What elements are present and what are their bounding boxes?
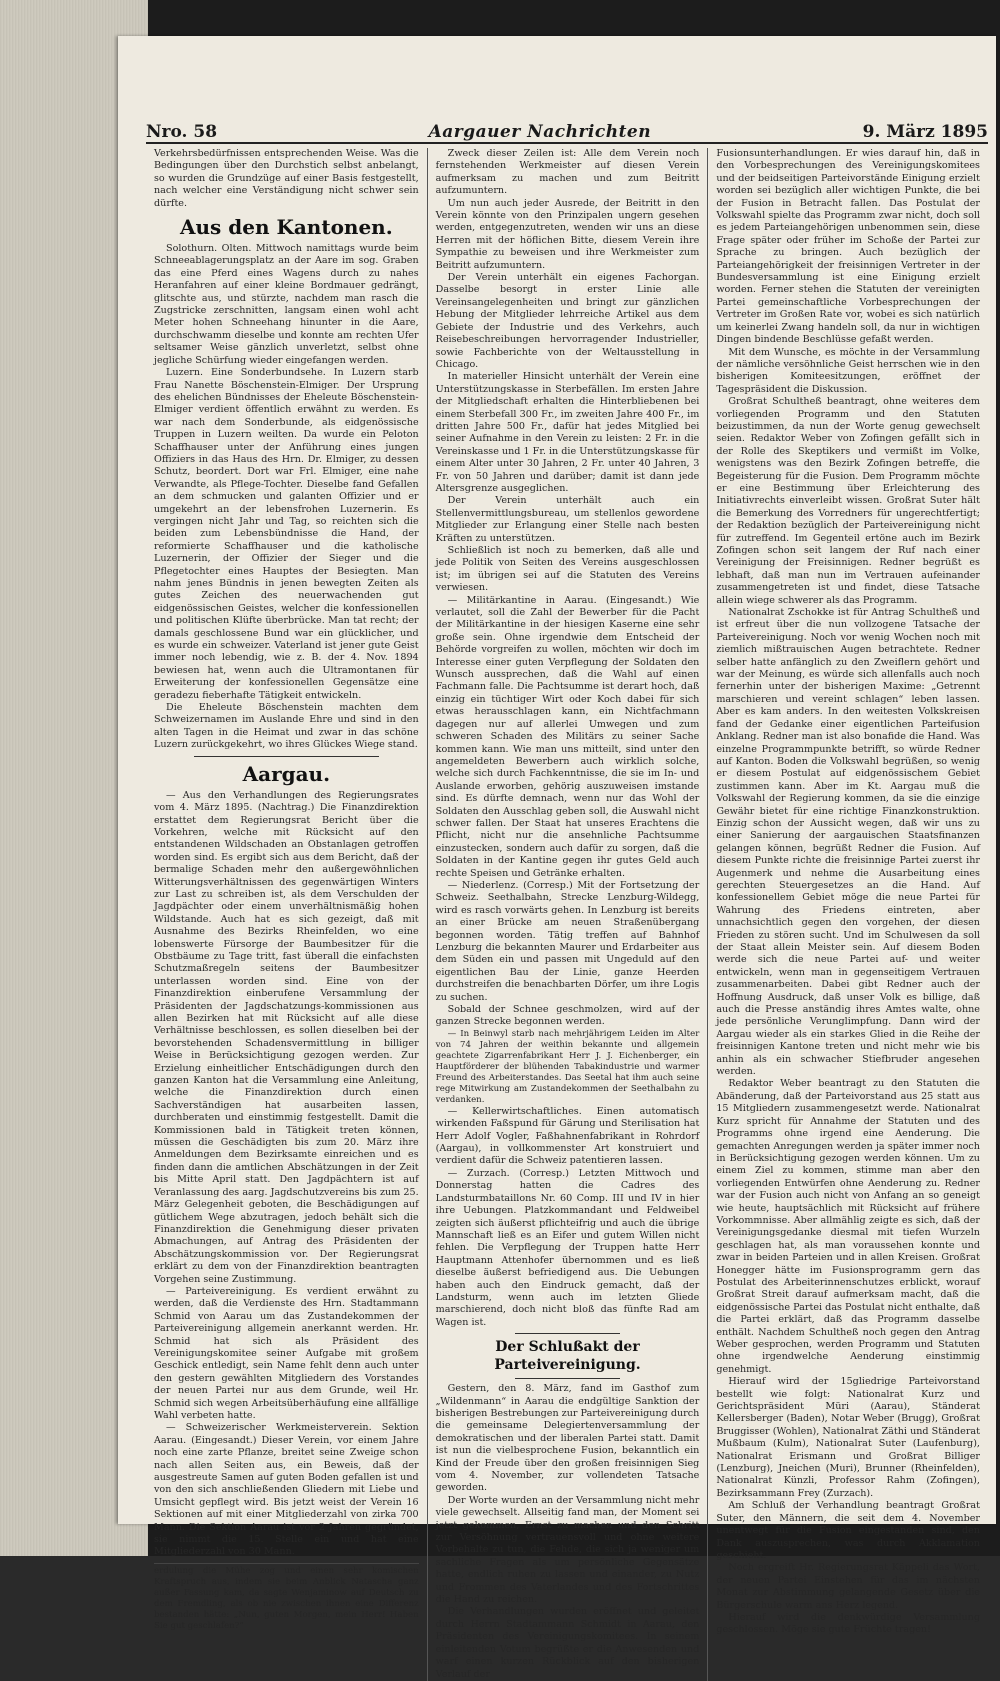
page-header — [146, 114, 988, 144]
paragraph: Luzern. Eine Sonderbundsehe. In Luzern starb Frau Nanette Böschenstein-Elmiger. Der Ursprung des ehelichen Bündnisses der Eheleute Böschenstein-Elmiger verdient öffentlich erwähnt zu werden. Es war nach dem Sonderbunde, als eidgenössische Truppen in Luzern weilten. Da wurde ein Peloton Schaffhauser unter der Anführung eines jungen Offiziers in das Haus des Hrn. Dr. Elmiger, zu dessen Schutz, beordert. Dort war Frl. Elmiger, eine nahe Verwandte, als Pflege-Tochter. Dieselbe fand Gefallen an dem schmucken und galanten Offizier und er umgekehrt an der lebensfrohen Luzernerin. Es vergingen nicht Jahr und Tag, so reichten sich die beiden zum Lebensbündnisse die Hand, der reformierte Schaffhauser und die katholische Luzernerin, der Offizier der Sieger und die Pflegetochter eines Hauptes der Besiegten. Man nahm jenes Bündnis in jenen bewegten Zeiten als gutes Zeichen des neuerwachenden gut eidgenössischen Geistes, welcher die konfessionellen und politischen Klüfte überbrücke. Man tat recht; der damals geschlossene Bund war ein glücklicher, und es wurde ein schweizer. Vaterland ist jener gute Geist immer noch lebendig, wie z. B. der 4. Nov. 1894 bewiesen hat, wenn auch die Ultramontanen für Erweiterung der konfessionellen Gegensätze eine geradezu fieberhafte Tätigkeit entwickeln. — [154, 367, 419, 701]
paragraph: Verkehrsbedürfnissen entsprechenden Weise. Was die Bedingungen über den Durchstich selbst anbelangt, so wurden die Grundzüge auf einer Basis festgestellt, nach welcher eine Verständigung nicht schwer sein dürfte. — [154, 148, 419, 209]
newspaper-page — [118, 36, 996, 1680]
column-3 — [707, 148, 988, 1681]
paragraph: Sobald der Schnee geschmolzen, wird auf der ganzen Strecke begonnen werden. — [435, 1004, 700, 1028]
divider — [515, 1378, 620, 1379]
paragraph: Der Verein unterhält auch ein Stellenvermittlungsbureau, um stellenlos gewordene Mitglieder zur Erlangung einer Stelle nach besten Kräften zu unterstützen. — [435, 495, 700, 544]
paragraph: Mit dem Wunsche, es möchte in der Versammlung der nämliche versöhnliche Geist herrschen wie in den bisherigen Komiteesitzungen, eröffnet der Tagespräsident die Diskussion. — [716, 346, 980, 395]
column-1 — [146, 148, 427, 1681]
newspaper-title: Aargauer Nachrichten — [428, 122, 652, 142]
paragraph: Noch ergreift Hr. Regierungsrat Käppeli das Wort, der neuen Partei Einstehen für das im nächsten Monat zur Abstimmung gelangende Gesetz über die Bürgerschule warm ans Herz legend. — [716, 1562, 980, 1611]
paragraph: Nationalrat Zschokke ist für Antrag Schultheß und ist erfreut über die nun vollzogene Tatsache der Parteivereinigung. Noch vor wenig Wochen noch mit ziemlich mißtrauischen Augen betrachtete. Redner selber hatte anfänglich zu den Zweiflern gehört und war der Meinung, es würde sich allenfalls auch noch fernerhin unter der bisherigen Maxime: „Getrennt marschieren und vereint schlagen“ leben lassen. Aber es kam anders. In den weitesten Volkskreisen fand der Gedanke einer eigentlichen Parteifusion Anklang. Redner man ist also bonafide die Hand. Was einzelne Programmpunkte betrifft, so würde Redner auf Kanton. Boden die Volkswahl begrüßen, so wenig er diesem Postulat auf eidgenössischem Gebiet zustimmen kann. Aber im Kt. Aargau muß die Volkswahl der Regierung kommen, da sie die einzige Gewähr bietet für eine richtige Finanzkonstruktion. Einzig schon der Aussicht wegen, daß wir uns zu einer Sanierung der aargauischen Staatsfinanzen gelangen können, begrüßt Redner die Fusion. Auf diesem Punkte richte die freisinnige Partei zuerst ihr Augenmerk und nehme die Ausarbeitung eines gerechten Steuergesetzes an die Hand. Auf konfessionellem Gebiet möge die neue Partei für Wahrung des Friedens eintreten, aber unnachsichtlich gegen den vorgehen, der diesen Frieden zu stören sucht. Und im Schulwesen da soll der Staat allein Meister sein. Auf diesem Boden werde sich die neue Partei auf- und weiter entwickeln, wenn man in gegenseitigem Vertrauen zusammenarbeiten. Dabei gibt Redner auch der Hoffnung Ausdruck, daß unser Volk es billige, daß auch die Presse anständig ihres Amtes walte, ohne jede persönliche Verunglimpfung. Dann wird der Aargau wieder als ein starkes Glied in die Reihe der freisinnigen Kantone treten und nicht mehr wie bis anhin als ein schwacher Stiefbruder angesehen werden. — [716, 607, 980, 1078]
paragraph: — Zurzach. (Corresp.) Letzten Mittwoch und Donnerstag hatten die Cadres des Landsturmbataillons Nr. 60 Comp. III und IV in hier ihre Uebungen. Platzkommandant und Feldweibel zeigten sich äußerst pflichteifrig und auch die übrige Mannschaft ließ es an Eifer und gutem Willen nicht fehlen. Die Verpflegung der Truppen hatte Herr Hauptmann Attenhofer übernommen und es ließ dieselbe äußerst befriedigend aus. Die Uebungen haben auch den Eindruck gemacht, daß der Landsturm, wenn auch im letzten Gliede marschierend, doch nicht bloß das fünfte Rad am Wagen ist. — [435, 1167, 700, 1328]
paragraph: Großrat Schultheß beantragt, ohne weiteres dem vorliegenden Programm und den Statuten beizustimmen, da nun der Worte genug gewechselt seien. Redaktor Weber von Zofingen gefällt sich in der Rolle des Skeptikers und vermißt im Volke, wenigstens was den Bezirk Zofingen betreffe, die Begeisterung für die Fusion. Dem Programm möchte er eine Bestimmung über Erleichterung des Initiativrechts einverleibt wissen. Großrat Suter hält die Bemerkung des Vorredners für ungerechtfertigt; der Redaktion bezüglich der Parteivereinigung nicht für zutreffend. Im Gegenteil ertöne auch im Bezirk Zofingen schon seit langem der Ruf nach einer Vereinigung der Freisinnigen. Redner begrüßt es lebhaft, daß man nun im Vertrauen aufeinander zusammengetreten ist und findet, diese Tatsache allein wiege schwerer als das Programm. — [716, 396, 980, 606]
paragraph: Die Verhandlungen wurden eröffnet und geleitet durch Herrn Stadtammann Schmidt in Aarau, den Präsidenten des Vereinigungskomitees. In seinem einleitenden Votum begrüßte er die Anwesenden und warf einen kurzen Rückblick auf den bisherigen Verlauf der — [435, 1606, 700, 1680]
columns — [146, 148, 988, 1680]
section-heading-schlussakt: Der Schlußakt der Parteivereinigung. — [494, 1339, 641, 1374]
paragraph: In materieller Hinsicht unterhält der Verein eine Unterstützungskasse in Sterbefällen. Im ersten Jahre der Mitgliedschaft erhalten die Hinterbliebenen bei einem Sterbefall 300 Fr., im zweiten Jahre 400 Fr., im dritten Jahre 500 Fr., dafür hat jedes Mitglied bei seiner Aufnahme in den Verein zu leisten: 2 Fr. in die Vereinskasse und 1 Fr. in die Unterstützungskasse für einem Alter unter 30 Jahren, 2 Fr. unter 40 Jahren, 3 Fr. von 50 Jahren und darüber; damit ist dann jede Altersgrenze ausgeglichen. — [435, 371, 700, 494]
paragraph: Der Worte wurden an der Versammlung nicht mehr viele gewechselt. Allseitig fand man, der Moment sei jetzt gekommen, Ernst zu machen und den Schritt zur Versöhnung vertrauensvoll und ohne weitere Vorbehalte zu tun, die Fehde, die sich ja weniger um sachliche Fragen als um persönliche Gegensätze hatte, endlich ruhen zu lassen und einander, zu Nutz und Frommen des Vaterlandes und des Fortschrittes die Hand zu reichen. — [435, 1494, 700, 1606]
divider — [194, 756, 379, 757]
paragraph: Die Eheleute Böschenstein machten dem Schweizernamen im Auslande Ehre und sind in den alten Tagen in die Heimat und zwar in das schöne Luzern zurückgekehrt, wo ihres Glückes Wiege stand. — [154, 702, 419, 751]
paragraph: Zweck dieser Zeilen ist: Alle dem Verein noch fernstehenden Werkmeister auf diesen Verein aufmerksam zu machen und zum Beitritt aufzumuntern. — [435, 148, 700, 197]
paragraph: Hierauf wird die denkwürdige Versammlung geschlossen. Möge sie gute Früchte tragen! — [716, 1611, 980, 1636]
paragraph: — Militärkantine in Aarau. (Eingesandt.) Wie verlautet, soll die Zahl der Bewerber für die Pacht der Militärkantine in der hiesigen Kaserne eine sehr große sein. Ohne irgendwie dem Entscheid der Behörde vorgreifen zu wollen, möchten wir doch im Interesse einer guten Verpflegung der Soldaten den Wunsch aussprechen, daß die Wahl auf einen Fachmann falle. Die Pachtsumme ist derart hoch, daß einzig ein tüchtiger Wirt oder Koch dabei für sich etwas herausschlagen kann, ein Nichtfachmann dagegen nur auf allerlei Umwegen und zum schweren Schaden des Militärs zu seiner Sache kommen kann. Wie man uns mitteilt, sind unter den angemeldeten Bewerbern auch wirklich solche, welche sich durch Fachkenntnisse, die sie im In- und Auslande erworben, gehörig auszuweisen imstande sind. Es dürfte demnach, wenn nur das Wohl der Soldaten den Ausschlag geben soll, die Auswahl nicht schwer fallen. Der Staat hat unseres Erachtens die Pflicht, nicht nur die ansehnliche Pachtsumme einzustecken, sondern auch dafür zu sorgen, daß die Soldaten in der Kantine gegen ihr gutes Geld auch rechte Speisen und Getränke erhalten. — [435, 594, 700, 879]
paragraph-small: — In Beinwyl starb nach mehrjährigem Leiden im Alter von 74 Jahren der weithin bekannte und allgemein geachtete Zigarrenfabrikant Herr J. J. Eichenberger, ein Hauptförderer der blühenden Tabakindustrie und warmer Freund des Arbeiterstandes. Das Seetal hat ihm auch seine rege Mitwirkung am Zustandekommen der Seethalbahn zu verdanken. — [435, 1028, 700, 1105]
section-heading-kantonen: Aus den Kantonen. — [179, 215, 393, 240]
paragraph: Solothurn. Olten. Mittwoch namittags wurde beim Schneeablagerungsplatz an der Aare im sog. Graben das eine Pferd eines Wagens durch zu nahes Heranfahren auf einer kleine Bordmauer gedrängt, glitschte aus, und stürzte, nachdem man rasch die Zugstricke zerschnitten, langsam einen wohl acht Meter hohen Schneehang hinunter in die Aare, durchschwamm dieselbe und konnte am rechten Ufer seltsamer Weise gänzlich unverletzt, selbst ohne jegliche Schürfung wieder eingefangen werden. — [154, 243, 419, 366]
paragraph: Um nun auch jeder Ausrede, der Beitritt in den Verein könnte von den Prinzipalen ungern gesehen werden, entgegenzutreten, wenden wir uns an diese Herren mit der höflichen Bitte, diesem Verein ihre Sympathie zu beweisen und ihre Werkmeister zum Beitritt aufzumuntern. — [435, 197, 700, 271]
paragraph: Schließlich ist noch zu bemerken, daß alle und jede Politik von Seiten des Vereins ausgeschlossen ist; im übrigen sei auf die Statuten des Vereins verwiesen. — [435, 545, 700, 594]
paragraph: Redaktor Weber beantragt zu den Statuten die Abänderung, daß der Parteivorstand aus 25 statt aus 15 Mitgliedern zusammengesetzt werde. Nationalrat Kurz spricht für Annahme der Statuten und des Programms ohne irgend eine Aenderung. Die gemachten Anregungen werden ja später immer noch in Berücksichtigung gezogen werden können. Um zu einem Ziel zu kommen, stimme man aber den vorliegenden Entwürfen ohne Aenderung zu. Redner war der Fusion auch nicht von Anfang an so geneigt wie heute, hauptsächlich mit Rücksicht auf frühere Vorkommnisse. Aber allmählig zeigte es sich, daß der Vereinigungsgedanke diesmal mit tiefen Wurzeln geschlagen hat, als man voraussehen konnte und zwar in beiden Parteien und in allen Kreisen. Großrat Honegger hätte im Fusionsprogramm gern das Postulat des Arbeiterinnenschutzes erblickt, worauf Großrat Streit darauf aufmerksam macht, daß die eidgenössische Partei das Postulat nicht enthalte, daß die Partei erklärt, daß das Programm dasselbe enthält. Nachdem Schultheß noch gegen den Antrag Weber gesprochen, werden Programm und Statuten ohne irgendwelche Aenderung einstimmig genehmigt. — [716, 1078, 980, 1375]
paragraph: — Schweizerischer Werkmeisterverein. Sektion Aarau. (Eingesandt.) Dieser Verein, vor einem Jahre noch eine zarte Pflanze, breitet seine Zweige schon nach allen Seiten aus, ein Beweis, daß der ausgestreute Samen auf guten Boden gefallen ist und von den sich anschließenden Gliedern mit Liebe und Umsicht gepflegt wird. Bis jetzt weist der Verein 16 Sektionen auf mit einer Mitgliederzahl von zirka 700 Mann. Die Sektion Aarau ist vor 2 Jahren gegründet, sie nimmt die 15. Stelle ein und hat eine Mitgliederzahl von 30 Mann. — [154, 1422, 419, 1558]
paragraph: Am Schluß der Verhandlung beantragt Großrat Suter, den Männern, die seit dem 4. November unentwegt für die Fusion eingestanden sind, den Dank auszusprechen, was durch Akklamation geschieht. — [716, 1500, 980, 1561]
paragraph: — Parteivereinigung. Es verdient erwähnt zu werden, daß die Verdienste des Hrn. Stadtammann Schmid von Aarau um das Zustandekommen der Parteivereinigung allgemein anerkannt werden. Hr. Schmid hat sich als Präsident des Vereinigungskomitee seiner Aufgabe mit großem Geschick entledigt, sein Name fehlt denn auch unter den gestern gewählten Mitgliedern des Vorstandes der neuen Partei nur aus dem Grunde, weil Hr. Schmid sich wegen Arbeitsüberhäufung eine allfällige Wahl verbeten hatte. — [154, 1285, 419, 1421]
issue-number: Nro. 58 — [146, 122, 218, 142]
paragraph: Der Verein unterhält ein eigenes Fachorgan. Dasselbe besorgt in erster Linie alle Vereinsangelegenheiten und bringt zur gänzlichen Hebung der Mitglieder lehrreiche Artikel aus dem Gebiete der Industrie und des Verkehrs, auch Reisebeschreibungen hervorragender Industrieller, sowie Fachberichte von der Weltausstellung in Chicago. — [435, 272, 700, 370]
paragraph: — Aus den Verhandlungen des Regierungsrates vom 4. März 1895. (Nachtrag.) Die Finanzdirektion erstattet dem Regierungsrat Bericht über die Vorkehren, welche mit Rücksicht auf den entstandenen Wildschaden an Obstanlagen getroffen worden sind. Es ergibt sich aus dem Bericht, daß der bermalige Schaden mehr den außergewöhnlichen Witterungsverhältnissen des gegenwärtigen Winters zur Last zu schreiben ist, als dem Verschulden der Jagdpächter oder einem unverhältnismäßig hohen Wildstande. Auch hat es sich gezeigt, daß mit Ausnahme des Bezirks Rheinfelden, wo eine lobenswerte Fürsorge der Baumbesitzer für die Obstbäume zu Tage tritt, fast überall die einfachsten Schutzmaßregeln seitens der Baumbesitzer unterlassen worden sind. Eine von der Finanzdirektion einberufene Versammlung der Präsidenten der Jagdschatzungs-kommissionen aus allen Bezirken hat mit Rücksicht auf alle diese Verhältnisse beschlossen, es sollen dieselben bei der bevorstehenden Schadensvermittlung in billiger Weise in Berücksichtigung gezogen werden. Zur Erzielung einheitlicher Entschädigungen durch den ganzen Kanton hat die Versammlung eine Anleitung, welche die Finanzdirektion durch einen Sachverständigen hat ausarbeiten lassen, durchberaten und einstimmig festgestellt. Damit die Kommissionen bald in Tätigkeit treten können, müssen die Geschädigten bis zum 20. März ihre Anmeldungen dem Bezirksamte einreichen und es finden dann die amtlichen Abschätzungen in der Zeit bis Mitte April statt. Den Jagdpächtern ist auf Veranlassung des aarg. Jagdschutzvereins bis zum 25. März Gelegenheit geboten, die Beschädigungen auf gütlichem Wege abzutragen, jedoch behält sich die Finanzdirektion die Genehmigung dieser privaten Abmachungen, auf Antrag des Präsidenten der Abschätzungskommission vor. Der Regierungsrat erklärt zu dem von der Finanzdirektion beantragten Vorgehen seine Zustimmung. — [154, 789, 419, 1285]
section-heading-aargau: Aargau. — [242, 761, 331, 786]
paragraph: — Kellerwirtschaftliches. Einen automatisch wirkenden Faßspund für Gärung und Sterilisation hat Herr Adolf Vogler, Faßhahnenfabrikant in Rohrdorf (Aargau), in vollkommenster Art konstruiert und verdient dafür die Schweiz patentieren lassen. — [435, 1105, 700, 1167]
divider — [515, 1333, 620, 1334]
paragraph: Gestern, den 8. März, fand im Gasthof zum „Wildenmann“ in Aarau die endgültige Sanktion der bisherigen Bestrebungen zur Parteivereinigung durch die gemeinsame Delegiertenversammlung der demokratischen und der liberalen Partei statt. Damit ist nun die vielbesprochene Fusion, bekanntlich ein Kind der Freude über den großen freisinnigen Sieg vom 4. November, zur vollendeten Tatsache geworden. — [435, 1383, 700, 1494]
issue-date: 9. März 1895 — [862, 122, 988, 142]
feuilleton-footer: erdulung die Mühe zog und einen sehr komischen Kraftspruch aus, indem sie beim Anblick Natascha ganz außer Fassung kam, da sagte Wenjaminow auf Deutsch zu dem Fremdling, als ob nie zwischen ihnen eine Differenz bestanden hätte: „Nun, guten Morgen, mein Herr! Haben Sie gut geschlafen?“ — [154, 1563, 419, 1632]
paragraph: Fusionsunterhandlungen. Er wies darauf hin, daß in den Vorbesprechungen des Vereinigungskomitees und der beidseitigen Parteivorstände Einigung erzielt worden sei bezüglich aller wichtigen Punkte, die bei der Fusion in Betracht fallen. Das Postulat der Volkswahl spielte das Programm zwar nicht, doch soll es jedem Parteiangehörigen unbenommen sein, diese Frage später oder früher im Schoße der Partei zur Sprache zu bringen. Auch bezüglich der Parteiangehörigkeit der freisinnigen Vertreter in der Bundesversammlung ist eine Einigung erzielt worden. Ferner stehen die Statuten der vereinigten Partei gemeinschaftliche Vorbesprechungen der Vertreter im Großen Rate vor, wobei es sich natürlich um keinerlei Zwang handeln soll, da nur in wichtigen Dingen bindende Beschlüsse gefaßt werden. — [716, 148, 980, 346]
paragraph: Hierauf wird der 15gliedrige Parteivorstand bestellt wie folgt: Nationalrat Kurz und Gerichtspräsident Müri (Aarau), Ständerat Kellersberger (Baden), Notar Weber (Brugg), Großrat Bruggisser (Wohlen), Nationalrat Zäthi und Ständerat Mußbaum (Kulm), Nationalrat Suter (Laufenburg), Nationalrat Erismann und Großrat Billiger (Lenzburg), Jneichen (Muri), Brunner (Rheinfelden), Nationalrat Künzli, Professor Rahm (Zofingen), Bezirksammann Frey (Zurzach). — [716, 1376, 980, 1499]
paragraph: — Niederlenz. (Corresp.) Mit der Fortsetzung der Schweiz. Seethalbahn, Strecke Lenzburg-Wildegg, wird es rasch vorwärts gehen. In Lenzburg ist bereits an einer Brücke am neuen Straßenübergang begonnen worden. Tätig treffen auf Bahnhof Lenzburg die bekannten Maurer und Erdarbeiter aus dem Süden ein und passen mit Ungeduld auf den eigentlichen Bau der Linie, ganze Heerden durchstreifen die benachbarten Dörfer, um ihre Logis zu suchen. — [435, 879, 700, 1003]
column-2 — [427, 148, 708, 1681]
